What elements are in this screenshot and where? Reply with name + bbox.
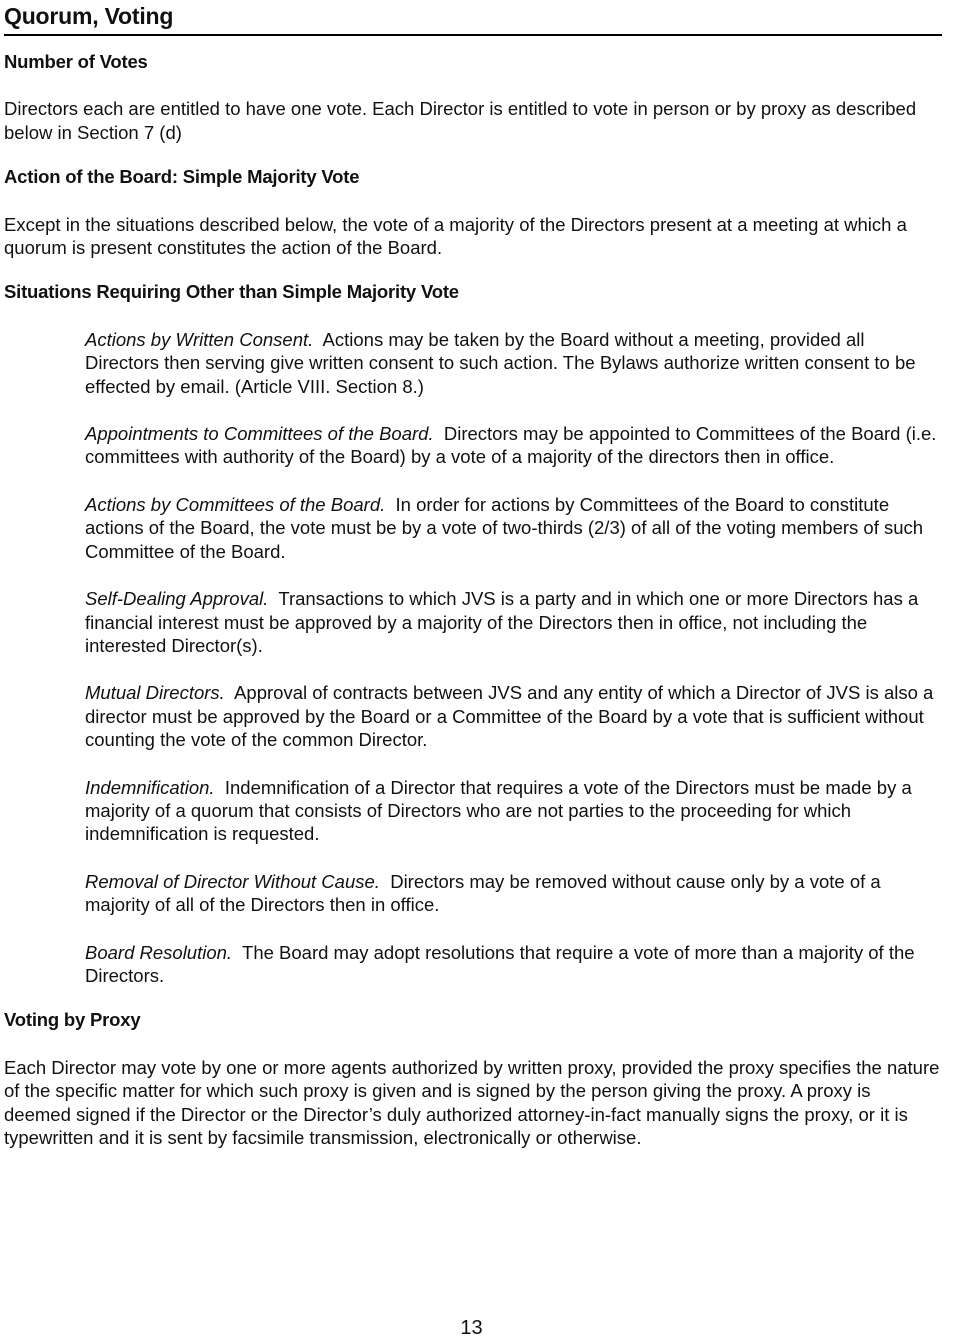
page-title: Quorum, Voting — [4, 2, 942, 36]
section-heading-other-than-majority: Situations Requiring Other than Simple Majority Vote — [4, 281, 459, 303]
subsection-text: Directors may be appointed to Committees of the Board (i.e. committees with authority of the Board) by a vote of a majority of the directors then in office. — [85, 423, 937, 468]
subsection-lead: Removal of Director Without Cause. — [85, 870, 380, 892]
section-heading-number-of-votes: Number of Votes — [4, 51, 148, 72]
section-heading-voting-by-proxy: Voting by Proxy — [4, 1009, 141, 1031]
subsection-text: Transactions to which JVS is a party and in which one or more Directors has a financial interest must be approved by a majority of the Directors then in office, not including the interested Director(s). — [85, 588, 919, 656]
subsection-removal-without-cause — [85, 870, 942, 917]
number-of-votes-paragraph: Directors each are entitled to have one vote. Each Director is entitled to vote in person or by proxy as described below in Section 7 (d) — [4, 98, 917, 143]
subsection-lead: Actions by Written Consent. — [85, 328, 314, 350]
section-heading-action-of-board: Action of the Board: Simple Majority Vote — [4, 166, 360, 188]
action-of-board-paragraph: Except in the situations described below, the vote of a majority of the Directors present at a meeting at which a quorum is present constitutes the action of the Board. — [4, 213, 907, 259]
subsection-lead: Appointments to Committees of the Board. — [85, 423, 434, 445]
subsection-committee-actions — [85, 493, 942, 563]
subsection-lead: Indemnification. — [85, 776, 215, 798]
subsection-lead: Mutual Directors. — [85, 682, 225, 704]
subsection-indemnification — [85, 776, 942, 846]
subsection-board-resolution — [85, 941, 942, 988]
subsection-mutual-directors — [85, 681, 942, 751]
subsection-committee-appointments — [85, 422, 942, 469]
subsection-text: Indemnification of a Director that requires a vote of the Directors must be made by a majority of a quorum that consists of Directors who are not parties to the proceeding for which indemnification is requested. — [85, 776, 912, 845]
document-body — [4, 50, 942, 1149]
subsection-lead: Self-Dealing Approval. — [85, 588, 269, 610]
voting-by-proxy-paragraph: Each Director may vote by one or more agents authorized by written proxy, provided the proxy specifies the nature of the specific matter for which such proxy is given and is signed by the person giving the proxy. A proxy is deemed signed if the Director or the Director’s duly authorized attorney-in-fact manually signs the proxy, or it is typewritten and it is sent by facsimile transmission, electronically or otherwise. — [4, 1056, 940, 1148]
subsection-written-consent — [85, 328, 942, 398]
subsection-text: Actions may be taken by the Board without a meeting, provided all Directors then serving give written consent to such action. The Bylaws authorize written consent to be effected by email. (Article VIII. Section 8.) — [85, 328, 916, 397]
page-number: 13 — [460, 1317, 483, 1339]
subsection-text: Approval of contracts between JVS and any entity of which a Director of JVS is also a director must be approved by the Board or a Committee of the Board by a vote that is sufficient without counting the vote of the common Director. — [85, 682, 934, 751]
subsection-text: In order for actions by Committees of the Board to constitute actions of the Board, the vote must be by a vote of two-thirds (2/3) of all of the voting members of such Committee of the Board. — [85, 493, 924, 562]
subsection-lead: Board Resolution. — [85, 941, 233, 963]
subsection-lead: Actions by Committees of the Board. — [85, 493, 386, 515]
subsection-text: The Board may adopt resolutions that require a vote of more than a majority of the Directors. — [85, 941, 915, 986]
subsection-self-dealing — [85, 587, 942, 657]
subsection-text: Directors may be removed without cause only by a vote of a majority of all of the Directors then in office. — [85, 870, 881, 916]
